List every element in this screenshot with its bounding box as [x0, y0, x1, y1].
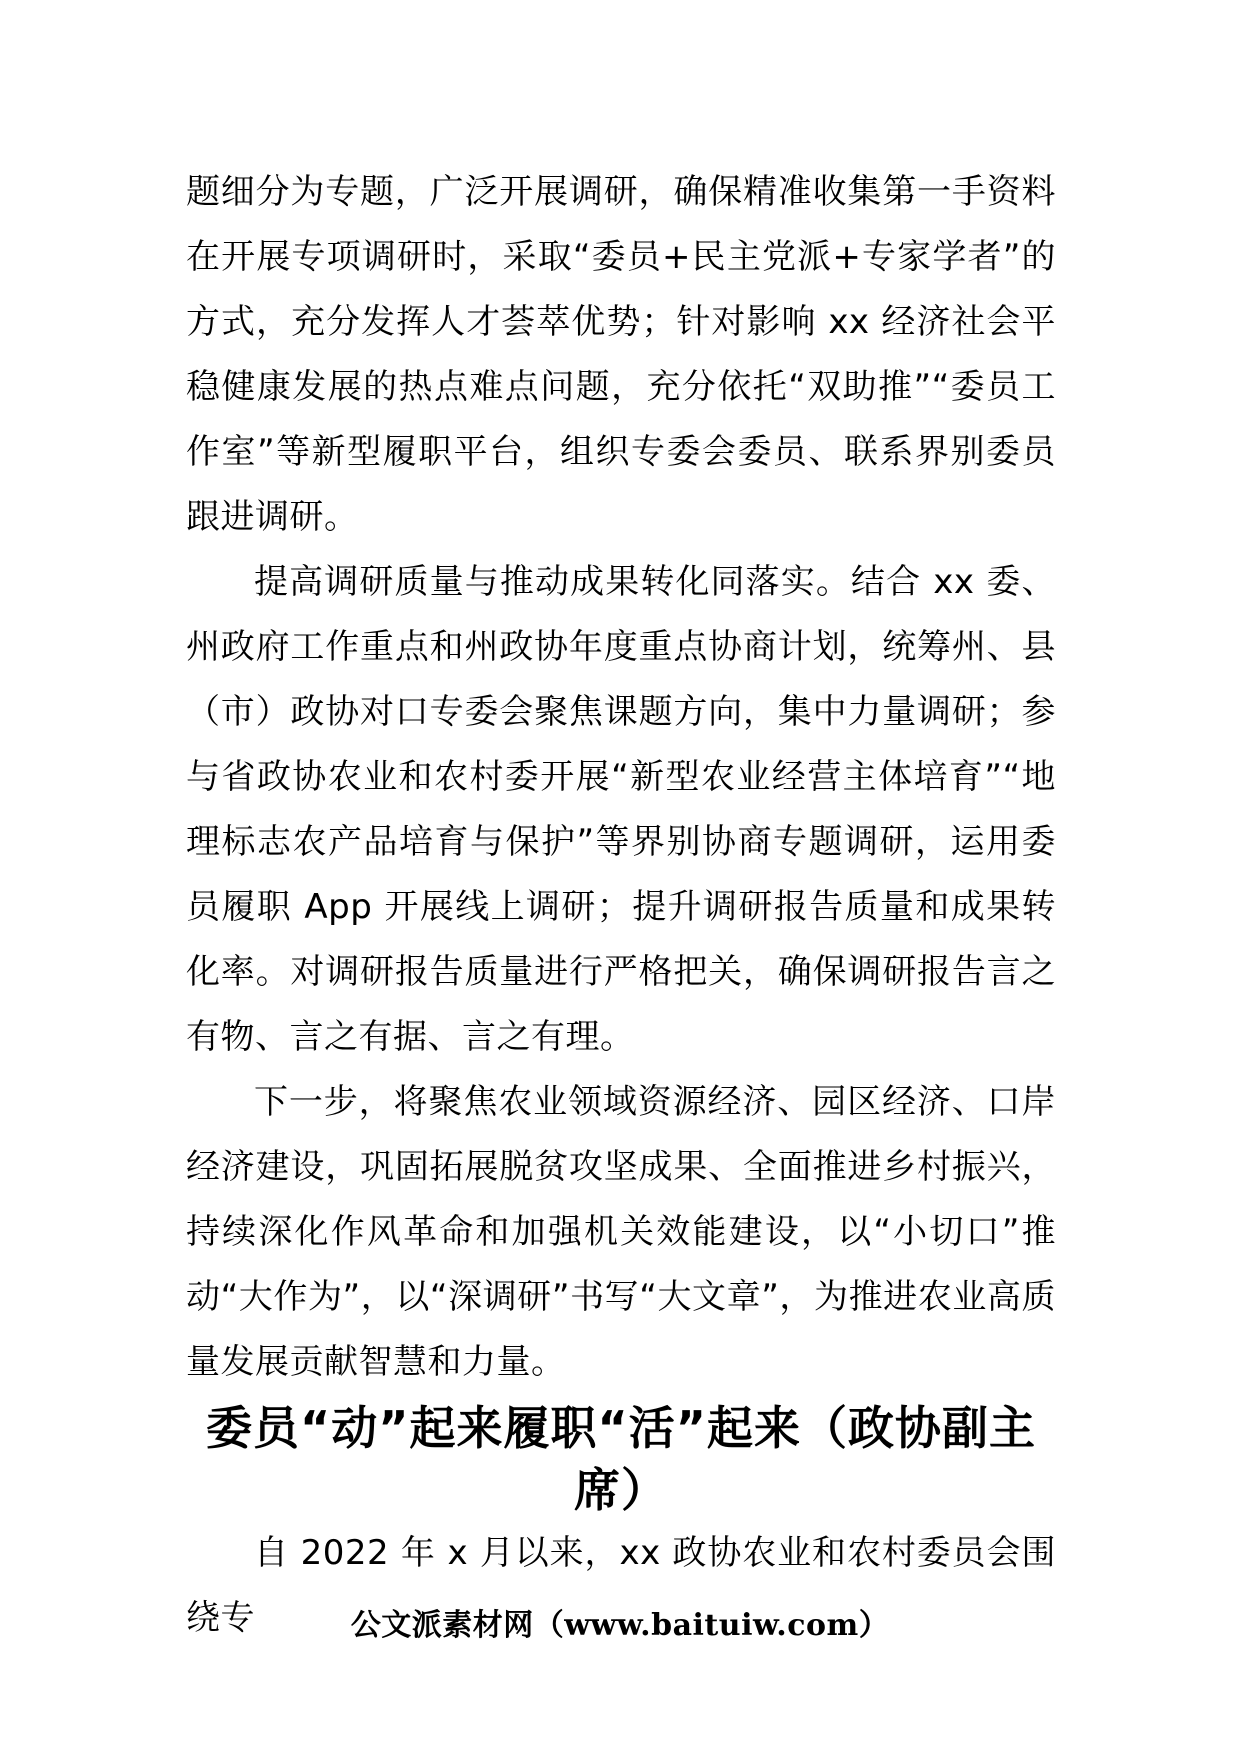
body-paragraph-2: 提高调研质量与推动成果转化同落实。结合 xx 委、州政府工作重点和州政协年度重点协商计划，统筹州、县（市）政协对口专委会聚焦课题方向，集中力量调研；参与省政协农业和农村委开展“新型农业经营主体培育”“地理标志农产品培育与保护”等界别协商专题调研，运用委员履职 App 开展线上调研；提升调研报告质量和成果转化率。对调研报告质量进行严格把关，确保调研报告言之有物、言之有据、言之有理。	[186, 562, 1056, 1057]
document-body	[186, 160, 1056, 1651]
body-paragraph-1: 题细分为专题，广泛开展调研，确保精准收集第一手资料在开展专项调研时，采取“委员+民主党派+专家学者”的方式，充分发挥人才荟萃优势；针对影响 xx 经济社会平稳健康发展的热点难点问题，充分依托“双助推”“委员工作室”等新型履职平台，组织专委会委员、联系界别委员跟进调研。	[186, 172, 1056, 537]
footer-watermark: 公文派素材网（www.baituiw.com）	[350, 1608, 890, 1643]
body-paragraph-3: 下一步，将聚焦农业领域资源经济、园区经济、口岸经济建设，巩固拓展脱贫攻坚成果、全面推进乡村振兴，持续深化作风革命和加强机关效能建设，以“小切口”推动“大作为”，以“深调研”书写“大文章”，为推进农业高质量发展贡献智慧和力量。	[186, 1082, 1056, 1382]
body-paragraph-4: 自 2022 年 x 月以来，xx 政协农业和农村委员会围绕专	[186, 1533, 1056, 1638]
section-heading: 委员“动”起来履职“活”起来（政协副主席）	[206, 1401, 1036, 1517]
